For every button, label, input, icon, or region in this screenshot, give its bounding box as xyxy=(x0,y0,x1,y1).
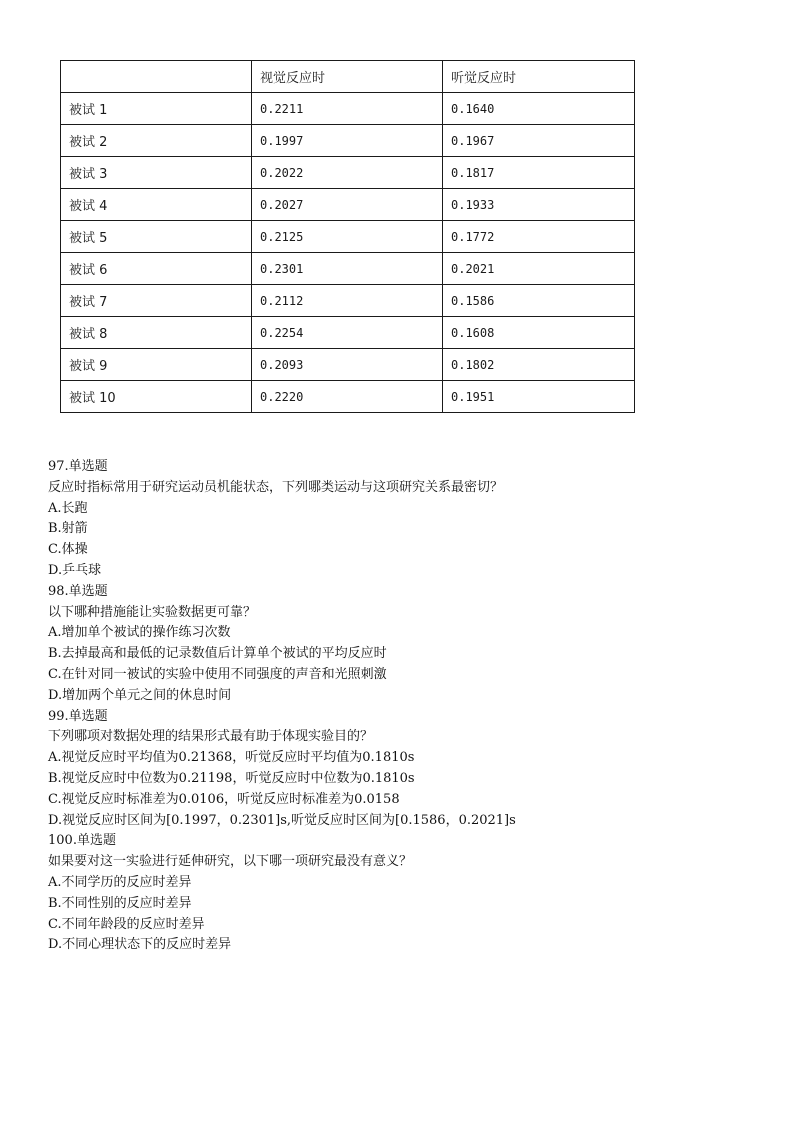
visual-time-cell: 0.2022 xyxy=(252,157,443,189)
auditory-time-cell: 0.1817 xyxy=(443,157,635,189)
auditory-time-cell: 0.1586 xyxy=(443,285,635,317)
header-cell-visual: 视觉反应时 xyxy=(252,61,443,93)
table-body xyxy=(61,93,635,413)
answer-option: D.视觉反应时区间为[0.1997，0.2301]s,听觉反应时区间为[0.1586，0.2021]s xyxy=(48,812,516,828)
subject-label-cell: 被试 9 xyxy=(61,349,252,381)
reaction-time-table xyxy=(60,60,635,413)
question-number: 97.单选题 xyxy=(48,459,108,474)
subject-label-cell: 被试 4 xyxy=(61,189,252,221)
answer-option: B.去掉最高和最低的记录数值后计算单个被试的平均反应时 xyxy=(48,646,387,662)
table-row xyxy=(61,189,635,221)
subject-label-cell: 被试 3 xyxy=(61,157,252,189)
visual-time-cell: 0.2093 xyxy=(252,349,443,381)
table-row xyxy=(61,349,635,381)
table-row xyxy=(61,285,635,317)
header-cell-empty xyxy=(61,61,252,93)
visual-time-cell: 0.2211 xyxy=(252,93,443,125)
table-row xyxy=(61,157,635,189)
visual-time-cell: 0.2112 xyxy=(252,285,443,317)
visual-time-cell: 0.1997 xyxy=(252,125,443,157)
question-list xyxy=(48,457,768,956)
table-row xyxy=(61,221,635,253)
answer-option: D.增加两个单元之间的休息时间 xyxy=(48,687,232,703)
question-number: 98.单选题 xyxy=(48,583,108,599)
auditory-time-cell: 0.1967 xyxy=(443,125,635,157)
subject-label-cell: 被试 2 xyxy=(61,125,252,157)
answer-option: D.乒乓球 xyxy=(48,562,102,578)
answer-option: C.不同年龄段的反应时差异 xyxy=(48,916,205,932)
table-header-row xyxy=(61,61,635,93)
answer-option: D.不同心理状态下的反应时差异 xyxy=(48,937,232,953)
visual-time-cell: 0.2220 xyxy=(252,381,443,413)
auditory-time-cell: 0.1608 xyxy=(443,317,635,349)
subject-label-cell: 被试 8 xyxy=(61,317,252,349)
question-block xyxy=(48,582,768,707)
table-row xyxy=(61,253,635,285)
question-block xyxy=(48,707,768,832)
answer-option: A.增加单个被试的操作练习次数 xyxy=(48,625,231,641)
auditory-time-cell: 0.1951 xyxy=(443,381,635,413)
answer-option: C.体操 xyxy=(48,542,88,558)
header-cell-auditory: 听觉反应时 xyxy=(443,61,635,93)
auditory-time-cell: 0.1802 xyxy=(443,349,635,381)
answer-option: A.视觉反应时平均值为0.21368，听觉反应时平均值为0.1810s xyxy=(48,750,415,766)
answer-option: A.不同学历的反应时差异 xyxy=(48,874,192,890)
answer-option: C.在针对同一被试的实验中使用不同强度的声音和光照刺激 xyxy=(48,666,387,682)
question-number: 99.单选题 xyxy=(48,708,108,724)
answer-option: B.视觉反应时中位数为0.21198，听觉反应时中位数为0.1810s xyxy=(48,770,415,786)
answer-option: A.长跑 xyxy=(48,500,88,516)
visual-time-cell: 0.2301 xyxy=(252,253,443,285)
auditory-time-cell: 0.1772 xyxy=(443,221,635,253)
question-stem: 反应时指标常用于研究运动员机能状态，下列哪类运动与这项研究关系最密切？ xyxy=(48,479,504,495)
question-stem: 以下哪种措施能让实验数据更可靠？ xyxy=(48,604,257,620)
table-row xyxy=(61,93,635,125)
auditory-time-cell: 0.2021 xyxy=(443,253,635,285)
answer-option: B.不同性别的反应时差异 xyxy=(48,895,192,911)
visual-time-cell: 0.2125 xyxy=(252,221,443,253)
auditory-time-cell: 0.1640 xyxy=(443,93,635,125)
visual-time-cell: 0.2254 xyxy=(252,317,443,349)
question-number: 100.单选题 xyxy=(48,833,116,849)
subject-label-cell: 被试 5 xyxy=(61,221,252,253)
question-stem: 如果要对这一实验进行延伸研究，以下哪一项研究最没有意义？ xyxy=(48,854,413,870)
question-block xyxy=(48,457,768,582)
visual-time-cell: 0.2027 xyxy=(252,189,443,221)
question-stem: 下列哪项对数据处理的结果形式最有助于体现实验目的？ xyxy=(48,729,374,745)
table-row xyxy=(61,381,635,413)
table-row xyxy=(61,317,635,349)
subject-label-cell: 被试 7 xyxy=(61,285,252,317)
auditory-time-cell: 0.1933 xyxy=(443,189,635,221)
subject-label-cell: 被试 6 xyxy=(61,253,252,285)
subject-label-cell: 被试 10 xyxy=(61,381,252,413)
question-block xyxy=(48,831,768,956)
subject-label-cell: 被试 1 xyxy=(61,93,252,125)
answer-option: B.射箭 xyxy=(48,521,88,537)
answer-option: C.视觉反应时标准差为0.0106，听觉反应时标准差为0.0158 xyxy=(48,791,400,807)
table-row xyxy=(61,125,635,157)
